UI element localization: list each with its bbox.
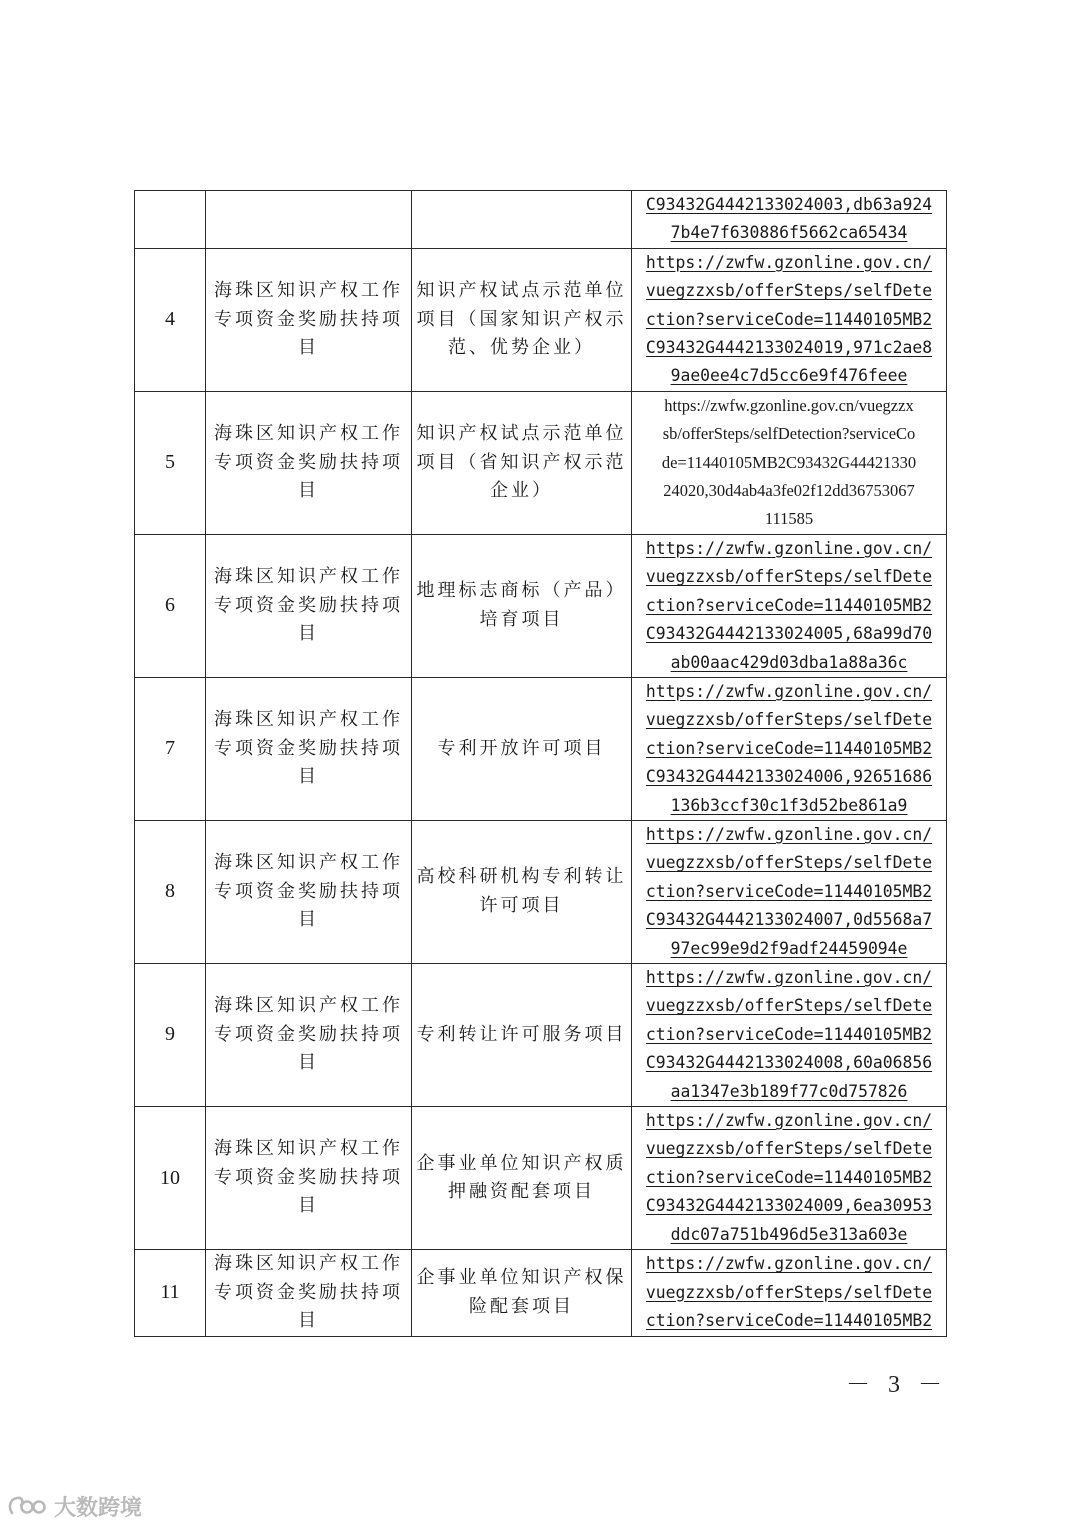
table-row (135, 963, 947, 1106)
table-row (135, 677, 947, 820)
application-link-line[interactable]: ction?serviceCode=11440105MB2 (645, 1167, 933, 1187)
watermark (6, 1490, 142, 1522)
item-name-cell: 地理标志商标（产品）培育项目 (412, 534, 632, 677)
application-link-line[interactable]: ction?serviceCode=11440105MB2 (645, 1024, 933, 1044)
project-name-cell: 海珠区知识产权工作专项资金奖励扶持项目 (206, 677, 412, 820)
application-link-line[interactable]: C93432G4442133024008,60a06856 (645, 1053, 933, 1073)
item-name-cell: 企事业单位知识产权质押融资配套项目 (412, 1107, 632, 1250)
application-link-line[interactable]: 9ae0ee4c7d5cc6e9f476feee (670, 366, 908, 386)
application-link-line[interactable]: ction?serviceCode=11440105MB2 (645, 595, 933, 615)
watermark-text: 大数跨境 (54, 1495, 143, 1521)
application-link-line[interactable]: 97ec99e9d2f9adf24459094e (670, 938, 908, 958)
application-link-line[interactable]: C93432G4442133024019,971c2ae8 (645, 338, 933, 358)
project-name-cell: 海珠区知识产权工作专项资金奖励扶持项目 (206, 248, 412, 391)
item-name-cell: 知识产权试点示范单位项目（省知识产权示范企业） (412, 391, 632, 534)
application-link-cell[interactable] (632, 191, 947, 249)
project-table-body (135, 191, 947, 1337)
row-number: 6 (135, 534, 206, 677)
page-number: － 3 － (846, 1372, 948, 1398)
table-row (135, 1250, 947, 1337)
application-link-line[interactable]: https://zwfw.gzonline.gov.cn/ (645, 1254, 933, 1274)
item-name-cell (412, 191, 632, 249)
application-link-line[interactable]: 136b3ccf30c1f3d52be861a9 (670, 795, 908, 815)
application-link-line[interactable]: aa1347e3b189f77c0d757826 (670, 1081, 908, 1101)
application-link-line[interactable]: C93432G4442133024003,db63a924 (645, 195, 933, 214)
project-name-cell: 海珠区知识产权工作专项资金奖励扶持项目 (206, 534, 412, 677)
application-link-line[interactable]: C93432G4442133024009,6ea30953 (645, 1196, 933, 1216)
application-link-cell[interactable] (632, 391, 947, 534)
application-link-line[interactable]: https://zwfw.gzonline.gov.cn/vuegzzx (664, 395, 914, 415)
application-link-line[interactable]: ction?serviceCode=11440105MB2 (645, 881, 933, 901)
application-link-line[interactable]: ction?serviceCode=11440105MB2 (645, 738, 933, 758)
application-link-cell[interactable] (632, 820, 947, 963)
application-link-line[interactable]: ab00aac429d03dba1a88a36c (670, 652, 908, 672)
project-table (134, 190, 947, 1337)
application-link-line[interactable]: https://zwfw.gzonline.gov.cn/ (645, 967, 933, 987)
application-link-line[interactable]: https://zwfw.gzonline.gov.cn/ (645, 824, 933, 844)
application-link-line[interactable]: https://zwfw.gzonline.gov.cn/ (645, 252, 933, 272)
application-link-cell[interactable] (632, 248, 947, 391)
application-link-line[interactable]: vuegzzxsb/offerSteps/selfDete (645, 567, 933, 587)
project-name-cell (206, 191, 412, 249)
row-number: 11 (135, 1250, 206, 1337)
item-name-cell: 高校科研机构专利转让许可项目 (412, 820, 632, 963)
row-number: 5 (135, 391, 206, 534)
table-row (135, 248, 947, 391)
item-name-cell: 企事业单位知识产权保险配套项目 (412, 1250, 632, 1337)
dashuo-logo-icon (6, 1493, 50, 1519)
application-link-line[interactable]: vuegzzxsb/offerSteps/selfDete (645, 1139, 933, 1159)
application-link-line[interactable]: https://zwfw.gzonline.gov.cn/ (645, 1111, 933, 1130)
table-row (135, 820, 947, 963)
application-link-line[interactable]: vuegzzxsb/offerSteps/selfDete (645, 996, 933, 1016)
project-name-cell: 海珠区知识产权工作专项资金奖励扶持项目 (206, 391, 412, 534)
application-link-line[interactable]: ddc07a751b496d5e313a603e (670, 1224, 908, 1244)
table-row (135, 1107, 947, 1250)
application-link-line[interactable]: ction?serviceCode=11440105MB2 (645, 1310, 933, 1330)
application-link-line[interactable]: de=11440105MB2C93432G44421330 (661, 452, 917, 472)
row-number: 4 (135, 248, 206, 391)
application-link-line[interactable]: C93432G4442133024006,92651686 (645, 767, 933, 787)
project-name-cell: 海珠区知识产权工作专项资金奖励扶持项目 (206, 1107, 412, 1250)
application-link-line[interactable]: 24020,30d4ab4a3fe02f12dd36753067 (663, 481, 915, 501)
table-row (135, 391, 947, 534)
application-link-cell[interactable] (632, 963, 947, 1106)
application-link-line[interactable]: vuegzzxsb/offerSteps/selfDete (645, 853, 933, 873)
project-name-cell: 海珠区知识产权工作专项资金奖励扶持项目 (206, 963, 412, 1106)
application-link-cell[interactable] (632, 534, 947, 677)
application-link-line[interactable]: https://zwfw.gzonline.gov.cn/ (645, 681, 933, 701)
item-name-cell: 专利开放许可项目 (412, 677, 632, 820)
table-row (135, 191, 947, 249)
item-name-cell: 专利转让许可服务项目 (412, 963, 632, 1106)
row-number: 9 (135, 963, 206, 1106)
project-name-cell: 海珠区知识产权工作专项资金奖励扶持项目 (206, 1250, 412, 1337)
row-number: 8 (135, 820, 206, 963)
application-link-line[interactable]: C93432G4442133024007,0d5568a7 (645, 910, 933, 930)
application-link-line[interactable]: vuegzzxsb/offerSteps/selfDete (645, 1282, 933, 1302)
project-name-cell: 海珠区知识产权工作专项资金奖励扶持项目 (206, 820, 412, 963)
application-link-cell[interactable] (632, 1107, 947, 1250)
application-link-line[interactable]: sb/offerSteps/selfDetection?serviceCo (662, 424, 916, 444)
row-number (135, 191, 206, 249)
application-link-cell[interactable] (632, 677, 947, 820)
application-link-line[interactable]: C93432G4442133024005,68a99d70 (645, 624, 933, 644)
application-link-line[interactable]: 7b4e7f630886f5662ca65434 (670, 223, 908, 243)
application-link-line[interactable]: vuegzzxsb/offerSteps/selfDete (645, 281, 933, 301)
application-link-line[interactable]: https://zwfw.gzonline.gov.cn/ (645, 538, 933, 558)
item-name-cell: 知识产权试点示范单位项目（国家知识产权示范、优势企业） (412, 248, 632, 391)
application-link-line[interactable]: 111585 (764, 509, 814, 529)
table-row (135, 534, 947, 677)
application-link-line[interactable]: vuegzzxsb/offerSteps/selfDete (645, 710, 933, 730)
application-link-cell[interactable] (632, 1250, 947, 1337)
application-link-line[interactable]: ction?serviceCode=11440105MB2 (645, 309, 933, 329)
row-number: 7 (135, 677, 206, 820)
row-number: 10 (135, 1107, 206, 1250)
